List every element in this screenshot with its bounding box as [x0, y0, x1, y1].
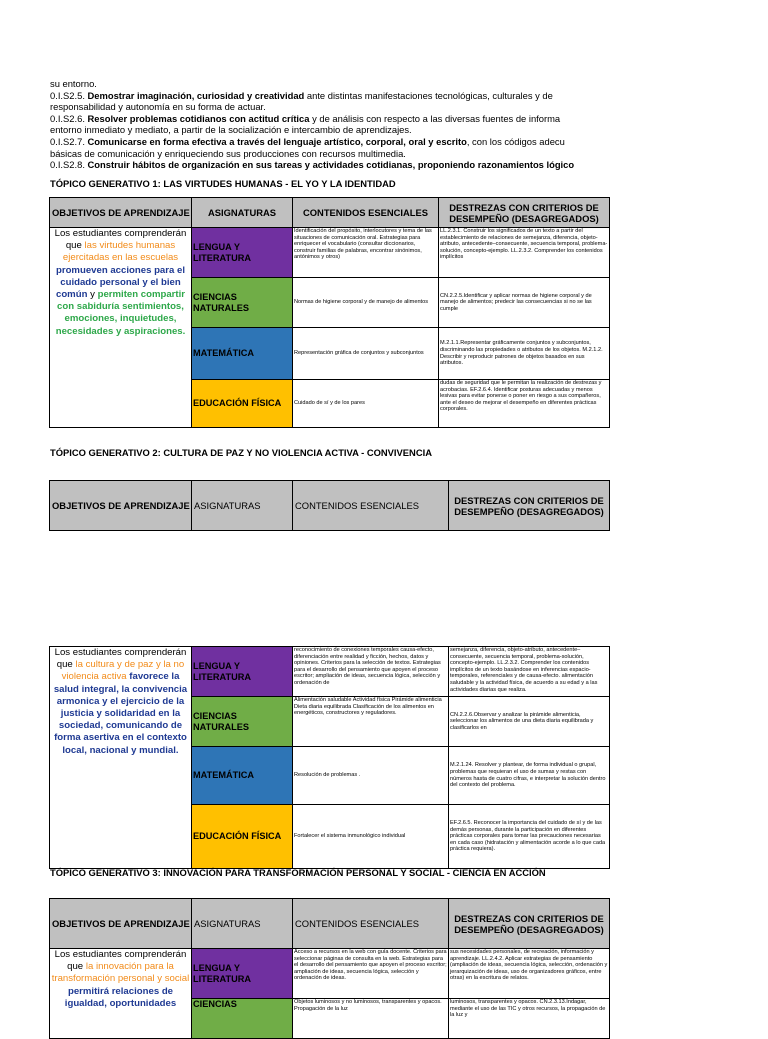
- content-cell: Acceso a recursos en la web con guía docente. Criterios para seleccionar páginas de consulta en la web. Estrategias para el desarrollo del pensamiento que apoyen el proceso escritor; ampliación de ideas, secuencia lógica, selección y ordenación de ideas.: [293, 949, 449, 999]
- skill-cell: CN.2.2.5.Identificar y aplicar normas de higiene corporal y de manejo de alimentos; predecir las consecuencias si no se las cumple: [439, 278, 610, 328]
- content-cell: Objetos luminosos y no luminosos, transparentes y opacos. Propagación de la luz: [293, 999, 449, 1039]
- subject-lengua: LENGUA Y LITERATURA: [192, 228, 293, 278]
- subject-lengua: LENGUA Y LITERATURA: [192, 949, 293, 999]
- intro-line: 0.I.S2.8. Construir hábitos de organización en sus tareas y actividades cotidianas, proponiendo razonamientos lógico: [50, 159, 575, 171]
- topic-1-table: [49, 197, 610, 428]
- skill-cell: LL.2.3.1. Construir los significados de un texto a partir del establecimiento de relaciones de semejanza, diferencia, objeto-atributo, antecedente–consecuente, secuencia temporal, problema-solución, concepto-ejemplo. LL.2.3.2. Comprender los contenidos implícitos: [439, 228, 610, 278]
- header-objetivos: OBJETIVOS DE APRENDIZAJE: [50, 899, 192, 949]
- skill-cell: semejanza, diferencia, objeto-atributo, antecedente–consecuente, secuencia temporal, problema-solución, concepto-ejemplo. LL.2.3.2. Comprender los contenidos implícitos de un texto basándose en inferencias espacio-temporales, referenciales y de causa-efecto. alimentación saludable y la actividad física, de acuerdo a su edad y a las actividades diarias que realiza.: [449, 647, 610, 697]
- header-asignaturas: ASIGNATURAS: [192, 481, 293, 531]
- intro-line: 0.I.S2.7. Comunicarse en forma efectiva a través del lenguaje artístico, corporal, oral y escrito, con los códigos adecu: [50, 135, 565, 147]
- header-destrezas: DESTREZAS CON CRITERIOS DE DESEMPEÑO (DESAGREGADOS): [449, 899, 610, 949]
- table-row: [50, 949, 610, 999]
- table-header-row: [50, 481, 610, 531]
- topic-2-title: TÓPICO GENERATIVO 2: CULTURA DE PAZ Y NO VIOLENCIA ACTIVA - CONVIVENCIA: [50, 447, 432, 458]
- table-row: [50, 228, 610, 278]
- intro-line: 0.I.S2.5. Demostrar imaginación, curiosidad y creatividad ante distintas manifestaciones tecnológicas, culturales y de: [50, 89, 553, 101]
- objective-cell: Los estudiantes comprenderán que las virtudes humanas ejercitadas en las escuelas promueven acciones para el cuidado personal y el bien común y permiten compartir con sabiduría sentimientos, emociones, inquietudes, necesidades y aspiraciones.: [50, 228, 192, 428]
- skill-cell: M.2.1.1.Representar gráficamente conjuntos y subconjuntos, discriminando las propiedades o atributos de los objetos. M.2.1.2. Describir y reproducir patrones de objetos basados en sus atributos.: [439, 328, 610, 380]
- content-cell: Fortalecer el sistema inmunológico individual: [293, 805, 449, 869]
- skill-cell: CN.2.2.6.Observar y analizar la pirámide alimenticia, seleccionar los alimentos de una dieta diaria equilibrada y clasificarlos en: [449, 697, 610, 747]
- skill-cell: luminosos, transparentes y opacos. CN.2.3.13.Indagar, mediante el uso de las TIC y otros recursos, la propagación de la luz y: [449, 999, 610, 1039]
- skill-cell: EF.2.6.5. Reconocer la importancia del cuidado de sí y de las demás personas, durante la participación en diferentes prácticas corporales para tomar las precauciones necesarias en cada caso (hidratación y alimentación acorde a lo que cada práctica requiera).: [449, 805, 610, 869]
- header-destrezas: DESTREZAS CON CRITERIOS DE DESEMPEÑO (DESAGREGADOS): [439, 198, 610, 228]
- content-cell: reconocimiento de conexiones temporales causa-efecto, diferenciación entre realidad y ficción, hechos, datos y opiniones. Criterios para la selección de textos. Estrategias para el desarrollo del pensamiento que apoyen el proceso escritor; ampliación de ideas, secuencia lógica, selección y ordenación de: [293, 647, 449, 697]
- topic-3-title: TÓPICO GENERATIVO 3: INNOVACIÓN PARA TRANSFORMACIÓN PERSONAL Y SOCIAL - CIENCIA EN ACCIÓN: [50, 867, 546, 878]
- header-asignaturas: ASIGNATURAS: [192, 198, 293, 228]
- subject-matematica: MATEMÁTICA: [192, 747, 293, 805]
- content-cell: Normas de higiene corporal y de manejo de alimentos: [293, 278, 439, 328]
- intro-line: entorno inmediato y mediato, a partir de la socialización e intercambio de aprendizajes.: [50, 124, 412, 136]
- header-contenidos: CONTENIDOS ESENCIALES: [293, 481, 449, 531]
- topic-1-title: TÓPICO GENERATIVO 1: LAS VIRTUDES HUMANAS - EL YO Y LA IDENTIDAD: [50, 178, 396, 189]
- subject-ciencias: CIENCIAS: [192, 999, 293, 1039]
- topic-2-header-table: [49, 480, 610, 531]
- intro-line: responsabilidad y autonomía en su forma de actuar.: [50, 101, 266, 113]
- header-destrezas: DESTREZAS CON CRITERIOS DE DESEMPEÑO (DESAGREGADOS): [449, 481, 610, 531]
- table-header-row: [50, 198, 610, 228]
- subject-ef: EDUCACIÓN FÍSICA: [192, 805, 293, 869]
- header-objetivos: OBJETIVOS DE APRENDIZAJE: [50, 198, 192, 228]
- skill-cell: dudas de seguridad que le permitan la realización de destrezas y acrobacias. EF.2.6.4. Identificar posturas adecuadas y menos lesivas para evitar ponerse o poner en riesgo a sus compañeros, ante el deseo de mejorar el desempeño en diferentes prácticas corporales.: [439, 380, 610, 428]
- objective-cell: Los estudiantes comprenderán que la innovación para la transformación personal y social permitirá relaciones de igualdad, oportunidades: [50, 949, 192, 1039]
- header-contenidos: CONTENIDOS ESENCIALES: [293, 899, 449, 949]
- intro-text: [50, 78, 615, 171]
- intro-line: básicas de comunicación y enriqueciendo sus producciones con recursos multimedia.: [50, 147, 406, 159]
- subject-matematica: MATEMÁTICA: [192, 328, 293, 380]
- header-objetivos: OBJETIVOS DE APRENDIZAJE: [50, 481, 192, 531]
- subject-ciencias: CIENCIAS NATURALES: [192, 278, 293, 328]
- content-cell: Alimentación saludable Actividad física Pirámide alimenticia Dieta diaria equilibrada Clasificación de los alimentos en energéticos, constructores y reguladores.: [293, 697, 449, 747]
- objective-cell: Los estudiantes comprenderán que la cultura y de paz y la no violencia activa favorece la salud integral, la convivencia armonica y el ejercicio de la justicia y solidaridad en la sociedad, comunicando de forma asertiva en el contexto local, nacional y mundial.: [50, 647, 192, 869]
- topic-2-table: [49, 646, 610, 869]
- subject-ciencias: CIENCIAS NATURALES: [192, 697, 293, 747]
- header-contenidos: CONTENIDOS ESENCIALES: [293, 198, 439, 228]
- table-row: [50, 647, 610, 697]
- content-cell: Identificación del propósito, interlocutores y tema de las situaciones de comunicación oral. Estrategias para enriquecer el vocabulario (consultar diccionarios, construir familias de palabras, encontrar sinónimos, antónimos y otros): [293, 228, 439, 278]
- header-asignaturas: ASIGNATURAS: [192, 899, 293, 949]
- subject-ef: EDUCACIÓN FÍSICA: [192, 380, 293, 428]
- content-cell: Representación gráfica de conjuntos y subconjuntos: [293, 328, 439, 380]
- intro-line: 0.I.S2.6. Resolver problemas cotidianos con actitud crítica y de análisis con respecto a las diversas fuentes de informa: [50, 112, 561, 124]
- table-header-row: [50, 899, 610, 949]
- intro-line: su entorno.: [50, 78, 97, 89]
- content-cell: Resolución de problemas .: [293, 747, 449, 805]
- skill-cell: sus necesidades personales, de recreación, información y aprendizaje. LL.2.4.2. Aplicar estrategias de pensamiento (ampliación de ideas, secuencia lógica, selección, ordenación y jerarquización de ideas, uso de organizadores gráficos, entre otras) en la escritura de relatos.: [449, 949, 610, 999]
- subject-lengua: LENGUA Y LITERATURA: [192, 647, 293, 697]
- skill-cell: M.2.1.24. Resolver y plantear, de forma individual o grupal, problemas que requieran el uso de sumas y restas con números hasta de cuatro cifras, e interpretar la solución dentro del contexto del problema.: [449, 747, 610, 805]
- topic-3-table: [49, 898, 610, 1039]
- content-cell: Cuidado de sí y de los pares: [293, 380, 439, 428]
